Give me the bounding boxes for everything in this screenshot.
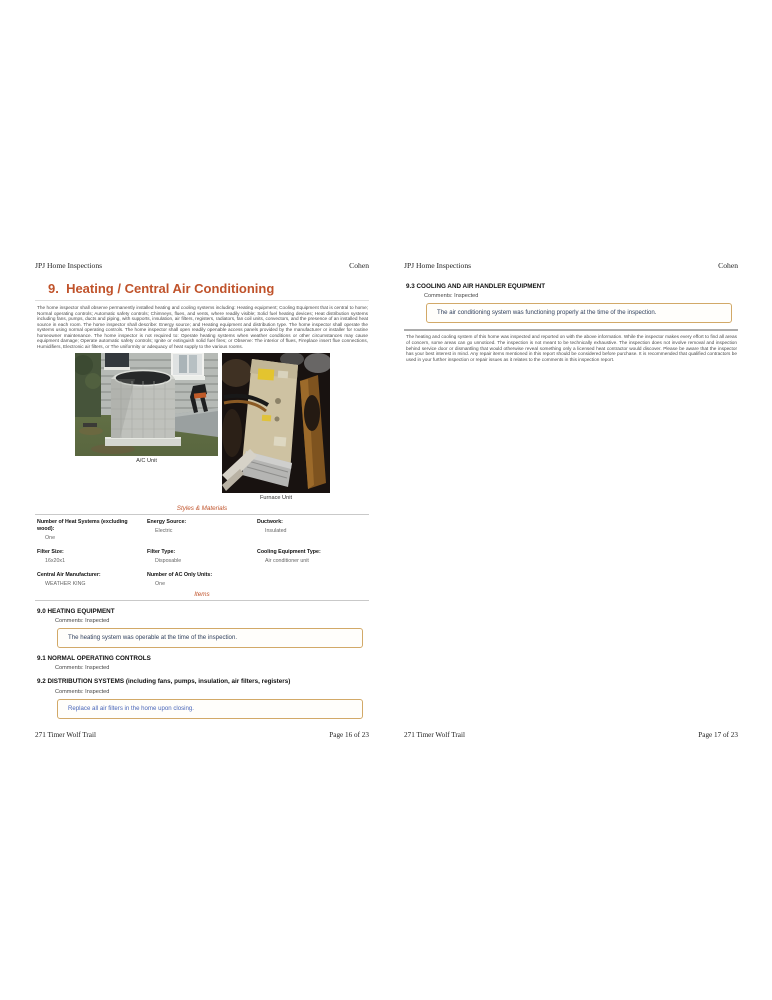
property-address: 271 Timer Wolf Trail (404, 731, 465, 739)
page-number: Page 17 of 23 (698, 731, 738, 739)
styles-materials-label: Styles & Materials (176, 505, 228, 512)
page-footer (35, 731, 369, 739)
table-cell: Energy Source: Electric (147, 519, 187, 534)
client-name: Cohen (718, 261, 738, 270)
ac-unit-photo-block (75, 353, 218, 464)
client-name: Cohen (349, 261, 369, 270)
company-name: JPJ Home Inspections (404, 261, 472, 270)
styles-materials-table (35, 519, 369, 587)
furnace-unit-photo-block (222, 353, 330, 501)
property-address: 271 Timer Wolf Trail (35, 731, 96, 739)
table-cell: Ductwork: Insulated (257, 519, 287, 534)
table-cell: Central Air Manufacturer: WEATHER KING (37, 571, 101, 587)
styles-materials-divider (35, 514, 369, 515)
table-cell: Number of AC Only Units: One (147, 571, 213, 587)
photo-row (35, 353, 369, 501)
comment-note-text: The air conditioning system was functioning properly at the time of the inspection. (437, 309, 657, 317)
item-comments: Comments: Inspected (424, 293, 479, 300)
comment-note-text: The heating system was operable at the time of the inspection. (68, 633, 238, 641)
items-label: Items (194, 590, 210, 598)
table-cell: Filter Type: Disposable (147, 548, 182, 564)
comment-note-box (426, 303, 732, 323)
report-item-9-1 (35, 655, 369, 671)
table-cell: Number of Heat Systems (excluding wood): One (37, 519, 128, 541)
section-end-divider (404, 329, 738, 331)
furnace-unit-caption: Furnace Unit (259, 495, 293, 501)
report-item-9-2 (35, 678, 369, 718)
item-comments: Comments: Inspected (55, 688, 110, 695)
table-cell: Cooling Equipment Type: Air conditioner unit (257, 548, 321, 564)
furnace-unit-photo (222, 353, 330, 493)
comment-note-box (57, 699, 363, 719)
section-intro-text: The home inspector shall observe permanently installed heating and cooling systems including: Heating equipment; Cooling Equipment that is central to home; Normal operating controls; Automatic safety controls; Chimneys, flues, and vents, where readily visible; Solid fuel heating devices; Heat distribution systems including fans, pumps, ducts and piping, with supports, insulation, air filters, registers, radiators, fan coil units, convectors, and the presence of an installed heat source in each room. The home inspector shall describe: Energy source; and Heating equipment and distribution type. The home inspector shall operate the systems using normal operating controls. The home inspector shall open readily openable access panels provided by the manufacturer or installer for routine homeowner maintenance. The home inspector is not required to: Operate heating systems when weather conditions or other circumstances may cause equipment damage; Operate automatic safety controls; Ignite or extinguish solid fuel fires; or Observe: The interior of flues, Fireplace insert flue connections, Humidifiers, Electronic air filters, or The uniformity or adequacy of heat supply to the various rooms. (37, 305, 368, 349)
comment-note-box (57, 628, 363, 648)
section-title: 9. Heating / Central Air Conditioning (35, 279, 369, 301)
comment-note-text: Replace all air filters in the home upon closing. (68, 704, 195, 712)
section-disclaimer-text: The heating and cooling system of this home was inspected and reported on with the above information. While the inspector makes every effort to find all areas of concern, some areas can go unnoticed. The inspection is not meant to be technically exhaustive. The inspection does not involve removal and inspection behind service door or dismantling that would otherwise reveal something only a licensed heat contractor would discover. Please be aware that the inspector has your best interest in mind. Any repair items mentioned in this report should be considered before purchase. It is recommended that qualified contractors be used in your further inspection or repair issues as it relates to the comments in this inspection report. (406, 334, 737, 362)
report-page-16 (35, 261, 369, 739)
item-comments: Comments: Inspected (55, 665, 110, 672)
item-comments: Comments: Inspected (55, 617, 110, 624)
item-title: 9.3 COOLING AND AIR HANDLER EQUIPMENT (406, 283, 546, 290)
items-divider (35, 600, 369, 601)
table-cell-empty (257, 572, 369, 587)
item-title: 9.0 HEATING EQUIPMENT (37, 607, 115, 615)
item-title: 9.1 NORMAL OPERATING CONTROLS (37, 654, 151, 662)
item-title: 9.2 DISTRIBUTION SYSTEMS (including fans, pumps, insulation, air filters, registers) (37, 678, 291, 686)
table-cell: Filter Size: 16x20x1 (37, 548, 66, 564)
page-header (404, 261, 738, 270)
ac-unit-caption: A/C Unit (136, 458, 157, 464)
ac-unit-photo (75, 353, 218, 456)
report-page-17 (404, 261, 738, 739)
company-name: JPJ Home Inspections (35, 261, 103, 270)
page-header (35, 261, 369, 270)
page-footer (404, 731, 738, 739)
page-number: Page 16 of 23 (329, 731, 369, 739)
report-item-9-0 (35, 608, 369, 648)
report-item-9-3 (404, 283, 738, 323)
